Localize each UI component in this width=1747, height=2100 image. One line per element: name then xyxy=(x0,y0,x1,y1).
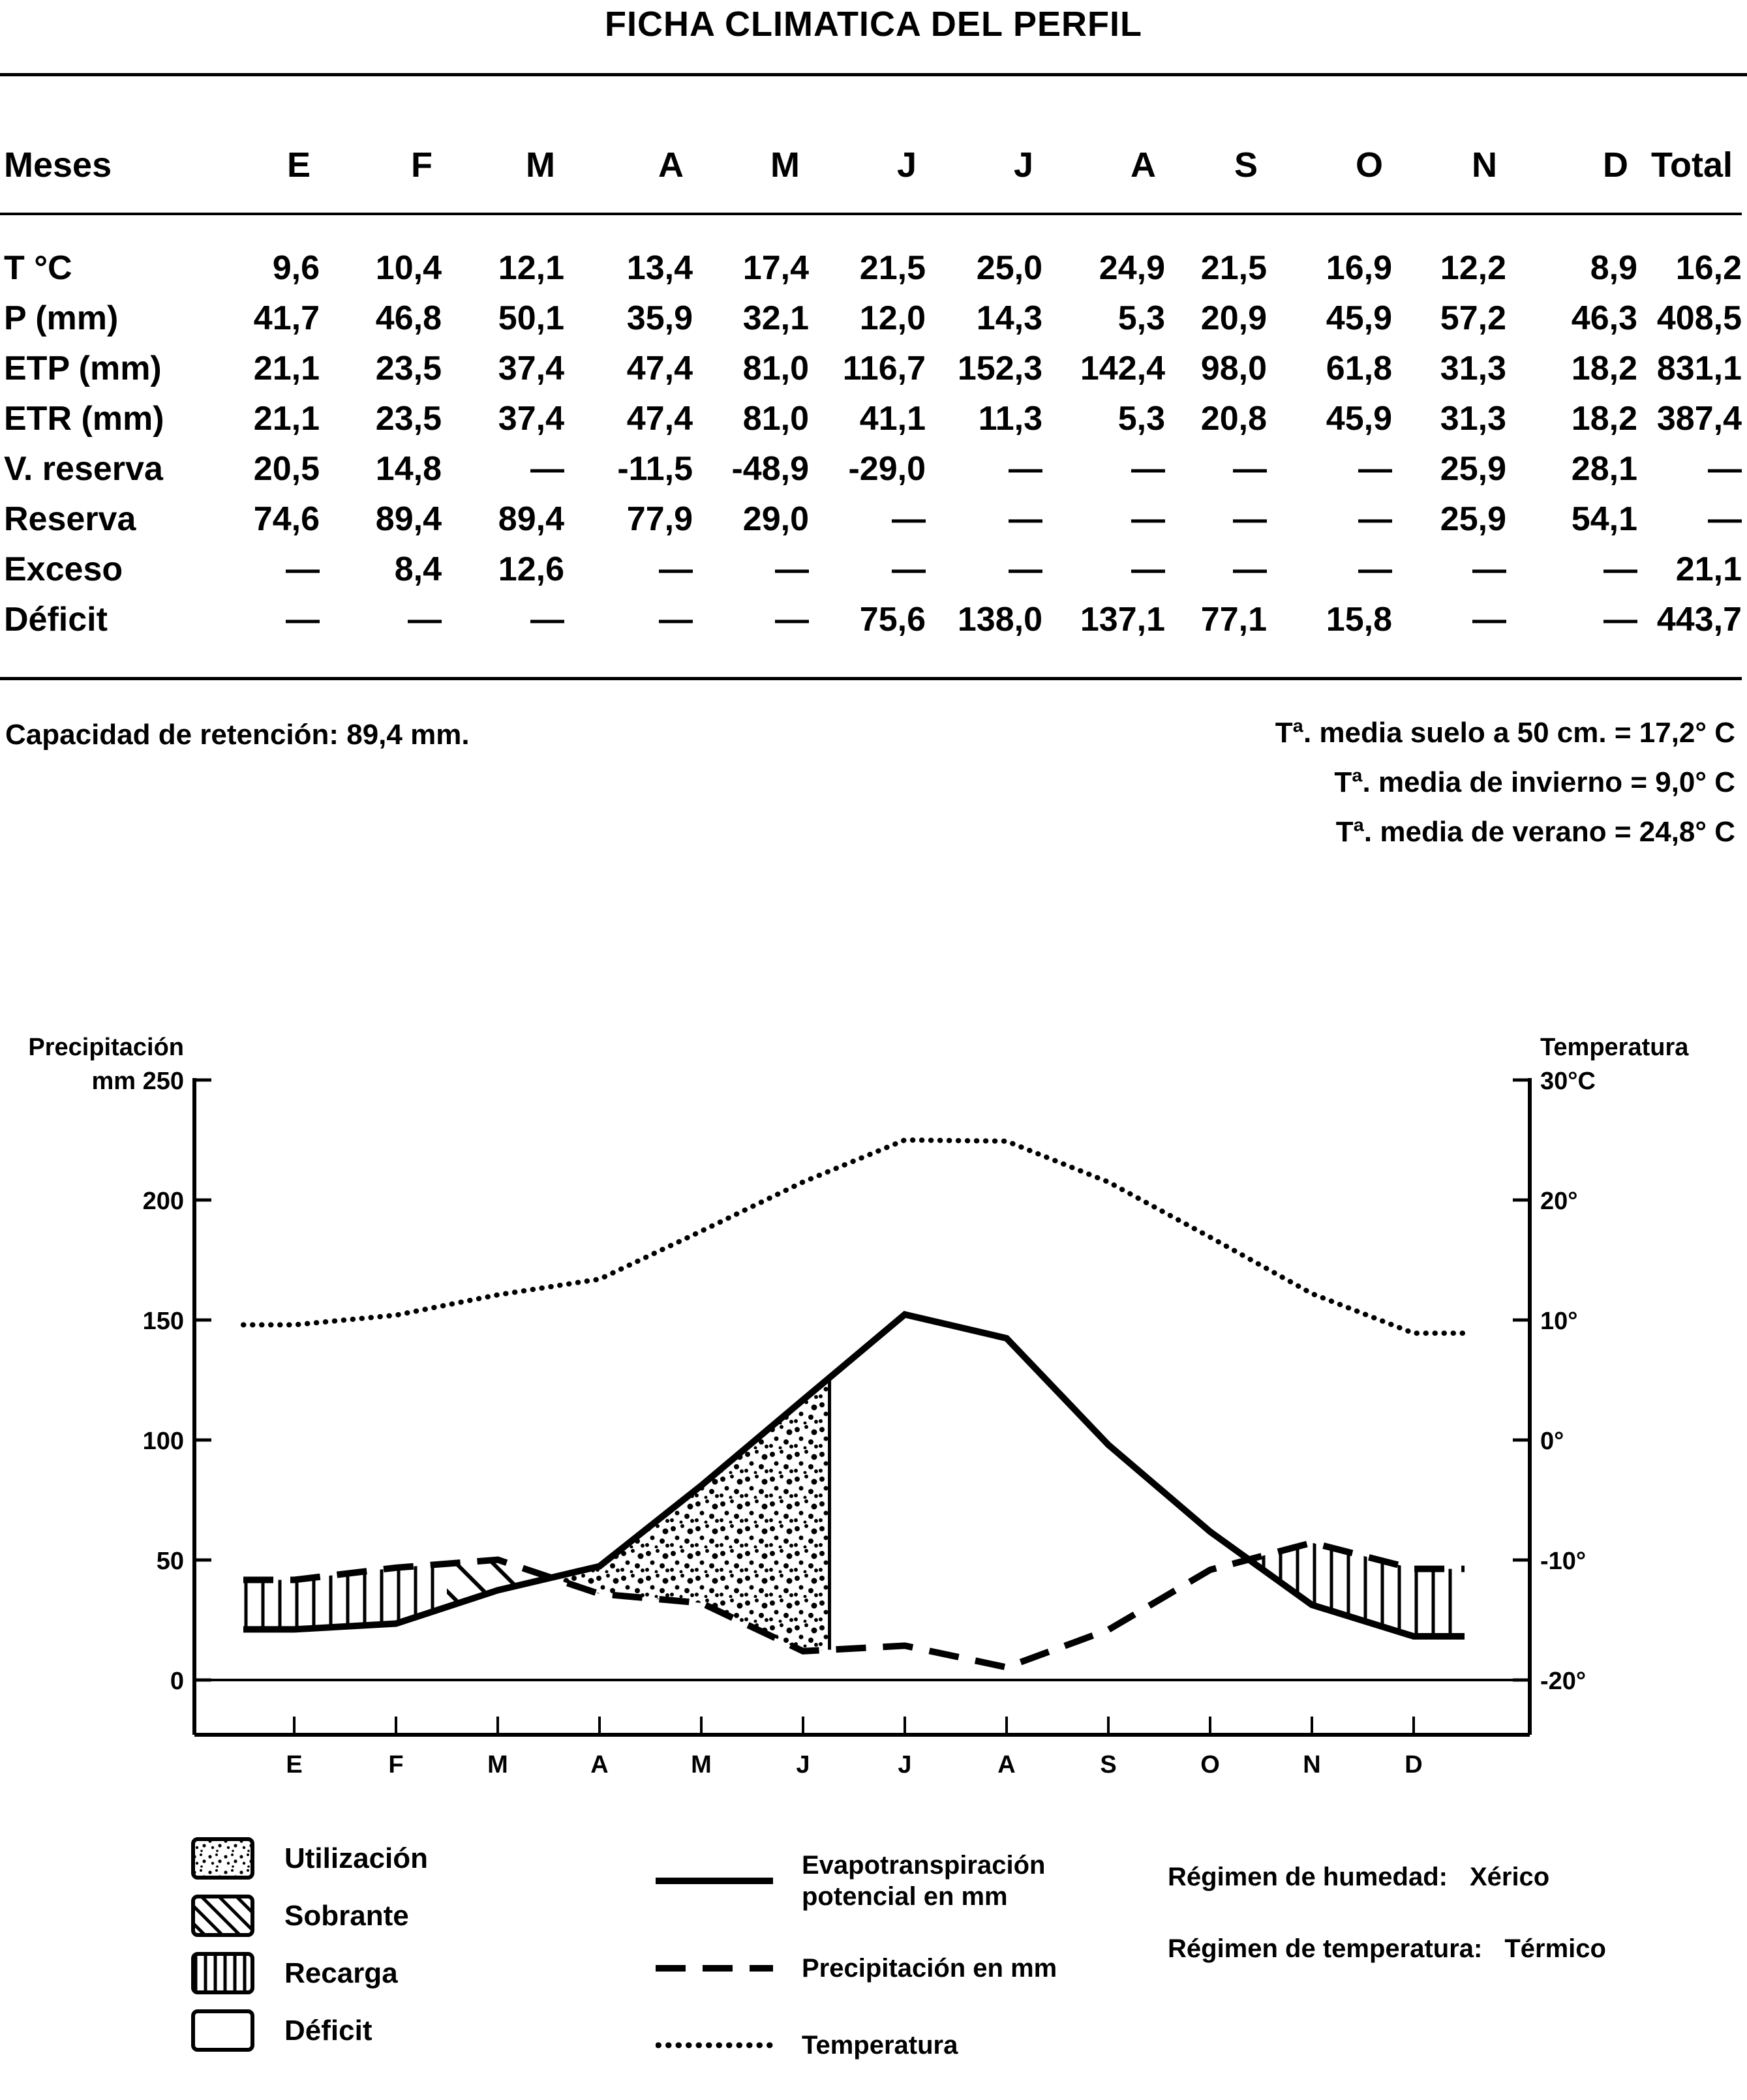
month-label: J xyxy=(898,1751,912,1778)
table-cell: 35,9 xyxy=(626,299,693,337)
table-cell: 50,1 xyxy=(498,299,564,337)
table-cell: — xyxy=(286,550,320,588)
table-cell: 74,6 xyxy=(253,500,320,538)
month-label: E xyxy=(286,1751,303,1778)
table-cell: 81,0 xyxy=(742,399,809,438)
legend-label: Utilización xyxy=(284,1842,429,1874)
column-header: Meses xyxy=(4,145,112,185)
table-row xyxy=(0,393,1742,443)
table-cell: 37,4 xyxy=(498,349,564,387)
winter-temp-note: Tª. media de invierno = 9,0° C xyxy=(1334,766,1735,798)
table-cell: — xyxy=(1009,550,1042,588)
right-tick-label: 30°C xyxy=(1540,1068,1596,1095)
table-cell: 31,3 xyxy=(1440,349,1506,387)
table-row xyxy=(0,544,1742,594)
legend-label: Déficit xyxy=(284,2014,372,2047)
left-tick-label: 200 xyxy=(142,1188,184,1215)
temperature-regime xyxy=(1168,1934,1606,1964)
table-cell: — xyxy=(892,500,926,538)
table-cell: 37,4 xyxy=(498,399,564,438)
table-header-row xyxy=(0,111,1742,215)
table-cell: 89,4 xyxy=(375,500,442,538)
row-total-cell: — xyxy=(1708,449,1742,488)
column-header: J xyxy=(896,145,917,185)
column-header: O xyxy=(1355,145,1383,185)
row-label: ETR (mm) xyxy=(4,399,164,438)
table-cell: 45,9 xyxy=(1326,299,1392,337)
table-cell: 41,7 xyxy=(253,299,320,337)
table-cell: 25,9 xyxy=(1440,500,1506,538)
dots-swatch-icon xyxy=(191,1837,254,1880)
table-cell: — xyxy=(408,600,442,638)
table-cell: 20,8 xyxy=(1200,399,1267,438)
table-cell: 31,3 xyxy=(1440,399,1506,438)
row-total-cell: 21,1 xyxy=(1675,550,1742,588)
left-tick-label: 150 xyxy=(142,1308,184,1335)
table-cell: 11,3 xyxy=(978,399,1042,438)
row-label: T °C xyxy=(4,248,72,287)
table-cell: 98,0 xyxy=(1200,349,1267,387)
table-cell: 12,6 xyxy=(498,550,564,588)
table-cell: 23,5 xyxy=(375,349,442,387)
column-header: F xyxy=(411,145,433,185)
table-cell: 13,4 xyxy=(626,248,693,287)
row-total-cell: 387,4 xyxy=(1656,399,1742,438)
left-tick-label: 50 xyxy=(156,1548,184,1575)
table-cell: 20,9 xyxy=(1200,299,1267,337)
humidity-regime xyxy=(1168,1863,1549,1892)
temperature-curve xyxy=(243,1140,1465,1333)
table-cell: — xyxy=(1358,449,1392,488)
table-cell: — xyxy=(530,449,564,488)
legend-item-sobrante xyxy=(191,1895,409,1937)
table-cell: — xyxy=(1233,550,1267,588)
legend-label: Evapotranspiración potencial en mm xyxy=(802,1851,1046,1911)
table-cell: 12,1 xyxy=(498,248,564,287)
table-cell: 17,4 xyxy=(742,248,809,287)
table-cell: 18,2 xyxy=(1571,399,1637,438)
legend-label: Sobrante xyxy=(284,1899,409,1932)
table-row xyxy=(0,594,1742,644)
row-label: Reserva xyxy=(4,500,136,538)
table-cell: 21,1 xyxy=(253,399,320,438)
month-label: O xyxy=(1200,1751,1220,1778)
table-row xyxy=(0,443,1742,494)
column-header: A xyxy=(1131,145,1156,185)
month-label: M xyxy=(487,1751,508,1778)
table-cell: 5,3 xyxy=(1117,399,1165,438)
right-tick-label: 20° xyxy=(1540,1188,1578,1215)
table-cell: 21,5 xyxy=(1200,248,1267,287)
table-cell: 14,8 xyxy=(375,449,442,488)
table-cell: — xyxy=(1233,449,1267,488)
regime-value: Xérico xyxy=(1469,1863,1550,1891)
page-title: FICHA CLIMATICA DEL PERFIL xyxy=(605,5,1142,44)
table-cell: 116,7 xyxy=(842,349,926,387)
table-cell: 28,1 xyxy=(1571,449,1637,488)
diagonal-hatch-swatch-icon xyxy=(191,1895,254,1937)
left-axis-title: mm 250 xyxy=(91,1068,184,1095)
legend-item-temp-line xyxy=(656,2030,958,2061)
table-cell: — xyxy=(1358,500,1392,538)
row-total-cell: — xyxy=(1708,500,1742,538)
regime-value: Térmico xyxy=(1504,1934,1606,1963)
table-cell: — xyxy=(775,550,809,588)
row-total-cell: 443,7 xyxy=(1656,600,1742,638)
table-cell: 18,2 xyxy=(1571,349,1637,387)
table-cell: 61,8 xyxy=(1326,349,1392,387)
legend-item-utilizacion xyxy=(191,1837,428,1880)
table-cell: — xyxy=(1009,449,1042,488)
month-label: F xyxy=(388,1751,404,1778)
table-cell: — xyxy=(1358,550,1392,588)
table-cell: — xyxy=(1009,500,1042,538)
table-row xyxy=(0,343,1742,393)
table-cell: 24,9 xyxy=(1099,248,1165,287)
table-cell: 32,1 xyxy=(742,299,809,337)
table-row xyxy=(0,243,1742,293)
table-cell: 14,3 xyxy=(976,299,1042,337)
table-row xyxy=(0,293,1742,343)
month-label: M xyxy=(691,1751,712,1778)
row-total-cell: 16,2 xyxy=(1675,248,1742,287)
regime-label: Régimen de humedad: xyxy=(1168,1863,1448,1891)
climate-chart xyxy=(0,978,1747,1813)
table-cell: 9,6 xyxy=(272,248,320,287)
climate-table xyxy=(0,111,1742,680)
table-cell: 12,2 xyxy=(1440,248,1506,287)
legend-item-deficit xyxy=(191,2009,372,2052)
table-cell: — xyxy=(1233,500,1267,538)
table-cell: 8,9 xyxy=(1590,248,1637,287)
month-label: D xyxy=(1405,1751,1423,1778)
table-cell: 41,1 xyxy=(859,399,926,438)
table-cell: — xyxy=(1472,600,1506,638)
table-cell: — xyxy=(1603,550,1637,588)
table-cell: -48,9 xyxy=(731,449,809,488)
table-cell: 57,2 xyxy=(1440,299,1506,337)
dotted-line-icon xyxy=(656,2040,773,2050)
column-header: E xyxy=(286,145,311,185)
column-header: J xyxy=(1013,145,1033,185)
column-header: D xyxy=(1603,145,1628,185)
row-total-cell: 831,1 xyxy=(1656,349,1742,387)
table-cell: 152,3 xyxy=(957,349,1042,387)
row-label: ETP (mm) xyxy=(4,349,162,387)
table-cell: — xyxy=(659,600,693,638)
row-label: V. reserva xyxy=(4,449,163,488)
table-cell: 8,4 xyxy=(394,550,442,588)
climograph xyxy=(0,978,1747,1813)
legend-label: Temperatura xyxy=(802,2031,958,2060)
soil-temperature-notes xyxy=(1275,708,1735,857)
table-cell: 77,1 xyxy=(1200,600,1267,638)
legend-item-recarga xyxy=(191,1952,398,1994)
table-row xyxy=(0,494,1742,544)
row-label: P (mm) xyxy=(4,299,119,337)
table-cell: — xyxy=(1131,449,1165,488)
table-cell: 89,4 xyxy=(498,500,564,538)
table-cell: 10,4 xyxy=(375,248,442,287)
legend-label: Precipitación en mm xyxy=(802,1954,1057,1983)
month-label: A xyxy=(997,1751,1016,1778)
table-cell: 47,4 xyxy=(626,349,693,387)
table-cell: 25,0 xyxy=(976,248,1042,287)
regime-label: Régimen de temperatura: xyxy=(1168,1934,1483,1963)
table-cell: — xyxy=(1472,550,1506,588)
legend-item-precip-line xyxy=(656,1953,1057,1984)
table-cell: — xyxy=(1131,500,1165,538)
table-cell: — xyxy=(1131,550,1165,588)
column-header: A xyxy=(658,145,684,185)
row-total-cell: 408,5 xyxy=(1656,299,1742,337)
column-header: M xyxy=(770,145,800,185)
top-rule xyxy=(0,73,1747,76)
month-label: J xyxy=(796,1751,810,1778)
table-cell: 75,6 xyxy=(859,600,926,638)
column-header: S xyxy=(1234,145,1258,185)
table-cell: 25,9 xyxy=(1440,449,1506,488)
table-cell: 54,1 xyxy=(1571,500,1637,538)
summer-temp-note: Tª. media de verano = 24,8° C xyxy=(1335,816,1735,848)
table-cell: — xyxy=(659,550,693,588)
table-cell: 5,3 xyxy=(1117,299,1165,337)
table-cell: 20,5 xyxy=(253,449,320,488)
table-cell: 15,8 xyxy=(1326,600,1392,638)
table-cell: 46,8 xyxy=(375,299,442,337)
legend-item-etp-line xyxy=(656,1850,1108,1912)
table-cell: 12,0 xyxy=(859,299,926,337)
table-cell: -11,5 xyxy=(617,449,693,488)
recarga-area-right xyxy=(1249,1543,1465,1637)
table-cell: 77,9 xyxy=(626,500,693,538)
empty-swatch-icon xyxy=(191,2009,254,2052)
row-label: Déficit xyxy=(4,600,108,638)
table-cell: — xyxy=(530,600,564,638)
month-label: S xyxy=(1100,1751,1117,1778)
right-tick-label: 0° xyxy=(1540,1428,1564,1455)
utilizacion-area xyxy=(551,1378,830,1651)
table-cell: — xyxy=(1603,600,1637,638)
column-header: M xyxy=(526,145,555,185)
table-cell: 21,5 xyxy=(859,248,926,287)
right-tick-label: -10° xyxy=(1540,1548,1587,1575)
table-cell: 29,0 xyxy=(742,500,809,538)
retention-capacity-note: Capacidad de retención: 89,4 mm. xyxy=(5,719,470,751)
table-body xyxy=(0,215,1742,680)
left-tick-label: 100 xyxy=(142,1428,184,1455)
month-label: A xyxy=(590,1751,609,1778)
month-label: N xyxy=(1303,1751,1321,1778)
table-cell: 138,0 xyxy=(957,600,1042,638)
left-axis-title: Precipitación xyxy=(28,1034,184,1061)
right-tick-label: 10° xyxy=(1540,1308,1578,1335)
table-cell: — xyxy=(775,600,809,638)
table-cell: 137,1 xyxy=(1080,600,1165,638)
legend-label: Recarga xyxy=(284,1957,398,1989)
vertical-hatch-swatch-icon xyxy=(191,1952,254,1994)
column-header: Total xyxy=(1651,145,1733,185)
table-cell: -29,0 xyxy=(848,449,926,488)
table-cell: 81,0 xyxy=(742,349,809,387)
row-label: Exceso xyxy=(4,550,123,588)
table-cell: 21,1 xyxy=(253,349,320,387)
dashed-line-icon xyxy=(656,1963,773,1973)
table-cell: 23,5 xyxy=(375,399,442,438)
right-axis-title: Temperatura xyxy=(1540,1034,1689,1061)
right-tick-label: -20° xyxy=(1540,1668,1587,1695)
table-cell: — xyxy=(286,600,320,638)
column-header: N xyxy=(1472,145,1497,185)
left-tick-label: 0 xyxy=(170,1668,184,1695)
table-cell: 46,3 xyxy=(1571,299,1637,337)
solid-line-icon xyxy=(656,1876,773,1886)
table-cell: 142,4 xyxy=(1080,349,1165,387)
table-cell: 16,9 xyxy=(1326,248,1392,287)
soil-temp-note: Tª. media suelo a 50 cm. = 17,2° C xyxy=(1275,717,1735,749)
table-cell: 47,4 xyxy=(626,399,693,438)
table-cell: 45,9 xyxy=(1326,399,1392,438)
table-cell: — xyxy=(892,550,926,588)
